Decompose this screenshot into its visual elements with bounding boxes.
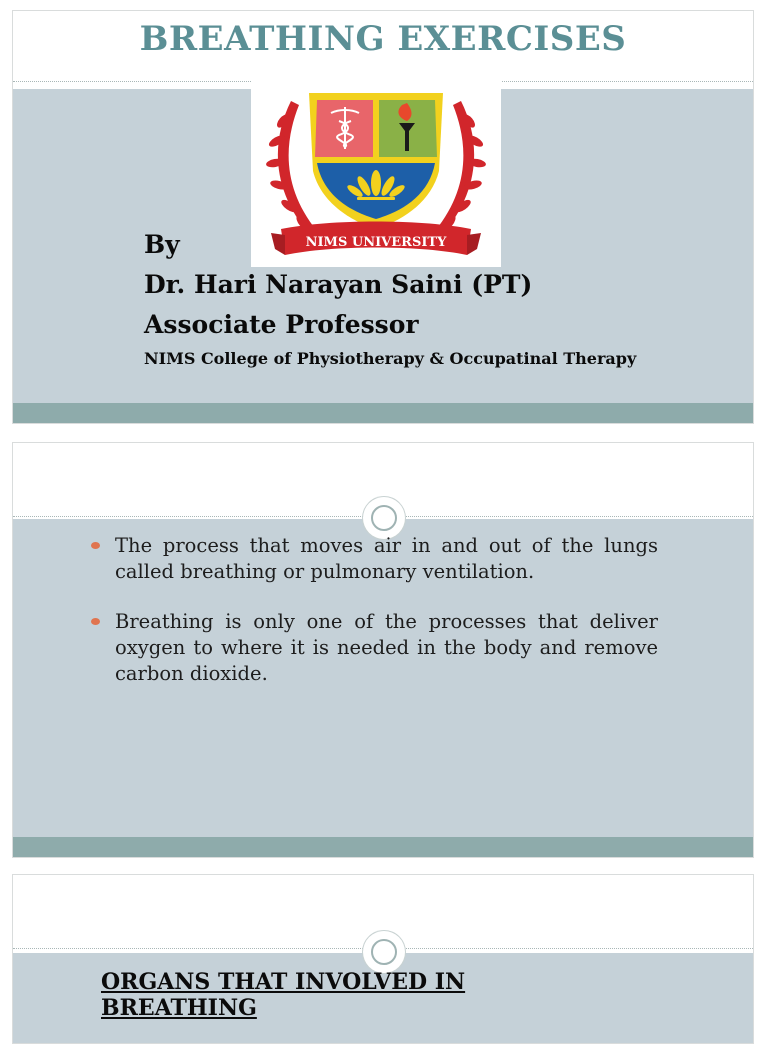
author-by: By [144,230,180,259]
bullet-list [83,533,658,711]
slide-footer-bar [13,403,753,423]
logo-banner-text: NIMS UNIVERSITY [305,235,447,250]
author-name: Dr. Hari Narayan Saini (PT) [144,270,533,299]
slide-title [12,10,754,424]
author-institution: NIMS College of Physiotherapy & Occupatinal Therapy [144,349,637,368]
list-item [83,533,658,585]
slide-breathing-definition [12,442,754,858]
list-item [83,609,658,687]
bullet-text: Breathing is only one of the processes that deliver oxygen to where it is needed in the body and remove carbon dioxide. [115,610,658,685]
bullet-text: The process that moves air in and out of the lungs called breathing or pulmonary ventilation. [115,534,658,583]
slide-footer-bar [13,837,753,857]
author-position: Associate Professor [144,310,419,339]
bullet-icon [91,542,100,549]
slide-organs [12,874,754,1044]
ring-ornament-icon [363,931,405,973]
bullet-icon [91,618,100,625]
author-block [144,225,636,373]
organs-heading: ORGANS THAT INVOLVED IN BREATHING [101,969,466,1021]
presentation-title: BREATHING EXERCISES [139,19,627,59]
